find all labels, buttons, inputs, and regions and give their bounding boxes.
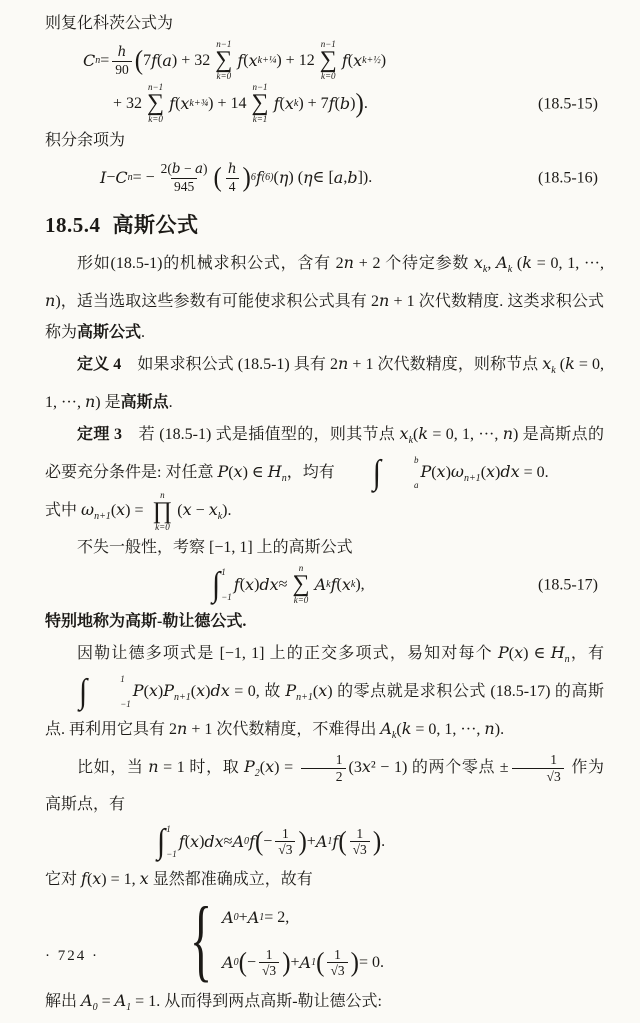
- paragraph-omega-definition: 式中 $\omega_{n+1}(x)$ = n ∏ k=0 $(x - x_k)$.: [45, 489, 232, 533]
- equation-18-5-16: [45, 156, 604, 199]
- paragraph-theorem-3: 定理 3 若 (18.5-1) 式是插值型的，则其节点 $x_k(k = 0$, 1, ···, n) 是高斯点的必要充分条件是: 对任意 P(x) ∈ $H_n$，均有 ∫ b a $P(x)\omega_{n+1}(x)dx = 0$.: [45, 424, 604, 492]
- system-line: A 0 ( − $\frac{1}{√3}$ ) + A 1 ( $\frac{1}{√3}$ ) = 0.: [222, 946, 384, 978]
- paragraph-definition-4: 定义 4 如果求积公式 (18.5-1) 具有 2n + 1 次代数精度，则称节点 $x_k$ (k = 0, 1, ···, n) 是高斯点.: [45, 354, 604, 411]
- equation-two-point-approx: [45, 820, 604, 863]
- equation-line: ∫ 1 −1 f ( x ) dx ≈ n ∑ k=0 A k f ( x k ), (18.5-17): [212, 562, 598, 606]
- paragraph-wlog: 不失一般性，考察 [−1, 1] 上的高斯公式: [77, 539, 353, 556]
- equation-system: [190, 888, 604, 990]
- page-number: · 724 ·: [45, 948, 99, 964]
- paragraph-gauss-legendre-name: 特别地称为高斯-勒让德公式.: [45, 613, 247, 630]
- equation-tag: (18.5-17): [538, 576, 598, 593]
- paragraph-remainder-lead: 积分余项为: [45, 132, 126, 149]
- system-line: A 0 + A 1 = 2,: [222, 908, 290, 927]
- equation-line: C n = $\frac{h}{90}$ ( 7 f ( a ) + 32 n−1 ∑ k=0 f ( x k+¼ ) + 12 n−1 ∑ k=0 f ( x k+½ ): [83, 38, 387, 82]
- system-brace: {: [190, 888, 213, 990]
- paragraph-exactness: 它对 f(x) = 1, x 显然都准确成立，故有: [45, 869, 313, 888]
- equation-18-5-15: [45, 39, 604, 125]
- equation-tag: (18.5-15): [538, 95, 598, 112]
- system-lines: [222, 895, 384, 985]
- equation-tag: (18.5-16): [538, 169, 598, 186]
- paragraph-legendre-orthogonal: 因勒让德多项式是 [−1, 1] 上的正交多项式，易知对每个 P(x) ∈ $H_n$，有 ∫ 1 −1 $P(x)P_{n+1}(x)dx = 0$, 故 $P_{n+1}(x)$ 的零点就是求积公式 (18.5-17) 的高斯点. 再利用它具有 2n + 1 次代数精度，不难得出 $A_k(k = 0$, 1, ···, n).: [45, 643, 604, 741]
- section-heading: [45, 212, 604, 238]
- equation-line: I − C n = − $\frac{2(b - a)}{945}$ ( $\frac{h}{4}$ ) 6 f (6) ( η ) ( η ∈ [ a , b ]). (18.5-16): [100, 161, 598, 194]
- paragraph-solve-result: 解出 $A_0 = A_1 = 1$. 从而得到两点高斯-勒让德公式:: [45, 991, 382, 1013]
- paragraph-example-n1: 比如，当 n = 1 时，取 $P_2(x)$ = $\frac{1}{2}$ (3x² − 1) 的两个零点 ± $\frac{1}{√3}$ 作为高斯点，有: [45, 752, 604, 813]
- equation-line: + 32 n−1 ∑ k=0 f ( x k+¾ ) + 14 n−1 ∑ k=1 f ( x k ) + 7 f ( b ) ) . (18.5-15): [113, 81, 598, 125]
- section-number: 18.5.4: [45, 213, 101, 237]
- paragraph-mechanical-quadrature: 形如(18.5-1)的机械求积公式，含有 2n + 2 个待定参数 $x_k$, $A_k$ (k = 0, 1, ···, n)，适当选取这些参数有可能使求积公式具有 2n + 1 次代数精度. 这类求积公式称为高斯公式.: [45, 253, 604, 341]
- equation-18-5-17: [45, 563, 604, 606]
- paragraph-composite-cotes-lead: 则复化科茨公式为: [45, 15, 174, 32]
- equation-line: ∫ 1 −1 f ( x ) dx ≈ A 0 f ( − $\frac{1}{√3}$ ) + A 1 f ( $\frac{1}{√3}$ ) .: [157, 821, 386, 860]
- section-title: 高斯公式: [112, 213, 199, 237]
